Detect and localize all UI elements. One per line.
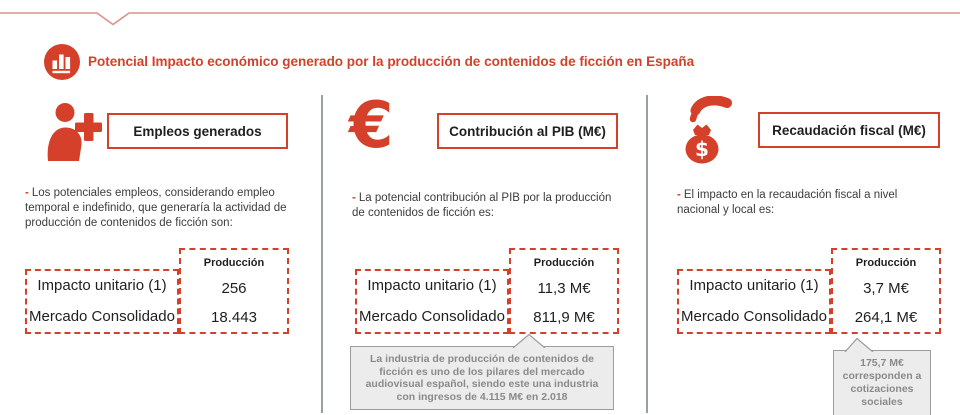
- row-label: Impacto unitario (1): [37, 277, 167, 295]
- row-label: Mercado Consolidado: [359, 307, 505, 325]
- value-box-pib: [509, 248, 619, 334]
- bar-chart-icon: [44, 44, 80, 80]
- value-impacto-unitario: 11,3 M€: [537, 280, 591, 297]
- section-title-fiscal: [758, 112, 940, 148]
- label-box-fiscal: [677, 269, 831, 334]
- row-label: Impacto unitario (1): [689, 277, 819, 295]
- value-impacto-unitario: 3,7 M€: [863, 280, 909, 297]
- section-title-empleos: [107, 113, 288, 149]
- description-empleos: [25, 186, 291, 231]
- description-text: El impacto en la recaudación fiscal a nivel nacional y local es:: [677, 189, 898, 216]
- dash-bullet: -: [677, 189, 681, 201]
- label-box-pib: [355, 269, 509, 334]
- callout-pointer: [844, 337, 874, 352]
- description-pib: [352, 191, 624, 221]
- callout-pointer: [512, 333, 546, 348]
- description-text: Los potenciales empleos, considerando empleo temporal e indefinido, que generaría la actividad de producción de contenidos de ficción son:: [25, 187, 287, 229]
- description-fiscal: [677, 188, 943, 218]
- dollar-sign-glyph: $: [695, 137, 709, 161]
- money-bag-hand-icon: [674, 96, 732, 166]
- dash-bullet: -: [352, 192, 356, 204]
- row-label: Mercado Consolidado: [681, 307, 827, 325]
- section-title-label: Recaudación fiscal (M€): [772, 122, 926, 138]
- row-label: Impacto unitario (1): [367, 277, 497, 295]
- label-box-empleos: [25, 269, 179, 334]
- row-label: Mercado Consolidado: [29, 307, 175, 325]
- value-mercado-consolidado: 811,9 M€: [533, 309, 595, 326]
- value-box-empleos: [179, 248, 289, 334]
- column-divider: [646, 95, 648, 413]
- top-notch-line: [0, 0, 960, 28]
- column-header: Producción: [533, 257, 595, 269]
- value-impacto-unitario: 256: [221, 280, 247, 297]
- section-title-pib: [437, 113, 618, 149]
- column-header: Producción: [203, 257, 265, 269]
- column-header: Producción: [855, 257, 917, 269]
- column-divider: [321, 95, 323, 413]
- value-mercado-consolidado: 18.443: [211, 309, 257, 326]
- person-plus-icon: [44, 101, 102, 163]
- section-title-label: Contribución al PIB (M€): [449, 123, 606, 139]
- value-box-fiscal: [831, 248, 941, 334]
- description-text: La potencial contribución al PIB por la producción de contenidos de ficción es:: [352, 192, 612, 219]
- dash-bullet: -: [25, 187, 29, 199]
- value-mercado-consolidado: 264,1 M€: [854, 309, 918, 326]
- callout-fiscal: 175,7 M€ corresponden a cotizaciones sociales: [833, 350, 931, 415]
- callout-pib: La industria de producción de contenidos de ficción es uno de los pilares del mercado audiovisual español, siendo este una industria con ingresos de 4.115 M€ en 2.018: [350, 346, 614, 410]
- page-title: Potencial Impacto económico generado por la producción de contenidos de ficción en España: [88, 54, 695, 69]
- euro-icon: €: [349, 89, 394, 163]
- section-title-label: Empleos generados: [133, 123, 262, 139]
